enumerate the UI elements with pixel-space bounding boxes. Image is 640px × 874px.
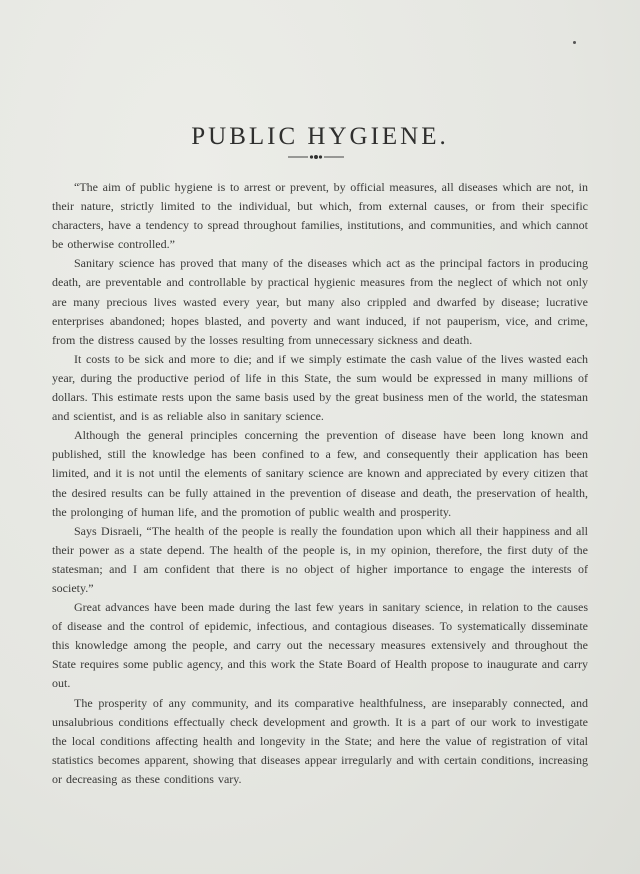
paper-speck bbox=[573, 41, 576, 44]
paragraph-quote-definition: “The aim of public hygiene is to arrest or prevent, by official measures, all diseases which are not, in their nature, strictly limited to the individual, but which, from external causes, or from their specific characters, have a tendency to spread throughout families, institutions, and communities, and which cannot be otherwise controlled.” bbox=[52, 180, 588, 252]
paragraph-disraeli-quote: Says Disraeli, “The health of the people is really the foundation upon which all their happiness and all their power as a state depend. The health of the people is, in my opinion, therefore, the first duty of the statesman; and I am confident that there is no object of higher importance to engage the interests of society.” bbox=[52, 523, 588, 595]
paragraph-sanitary-science: Sanitary science has proved that many of the diseases which act as the principal factors in producing death, are preventable and controllable by practical hygienic measures from the neglect of which not only are many precious lives wasted every year, but many also crippled and dwarfed by disease; lucrative enterprises abandoned; hopes blasted, and poverty and want induced, if not pauperism, vice, and crime, from the distress caused by the losses resulting from unnecessary sickness and death. bbox=[52, 256, 588, 347]
paragraph-general-principles: Although the general principles concerning the prevention of disease have been long known and published, still the knowledge has been confined to a few, and consequently their application has been limited, and it is not until the elements of sanitary science are known and appreciated by every citizen that the desired results can be fully attained in the prevention of disease and death, the preservation of health, the prolonging of human life, and the promotion of public wealth and prosperity. bbox=[52, 428, 588, 519]
paragraph-cost-of-sickness: It costs to be sick and more to die; and if we simply estimate the cash value of the lives wasted each year, during the productive period of life in this State, the sum would be expressed in many millions of dollars. This estimate rests upon the same basis used by the great business men of the world, the statesman and scientist, and is as reliable also in sanitary science. bbox=[52, 351, 588, 424]
paragraph-prosperity: The prosperity of any community, and its comparative healthfulness, are inseparably connected, and unsalubrious conditions effectually check development and growth. It is a part of our work to investigate the local conditions affecting health and longevity in the State; and here the value of registration of vital statistics becomes apparent, showing that diseases appear irregularly and with certain conditions, increasing or decreasing as these conditions vary. bbox=[52, 695, 588, 786]
body-text bbox=[52, 178, 588, 789]
page-title: PUBLIC HYGIENE. bbox=[191, 122, 449, 150]
paragraph-great-advances: Great advances have been made during the last few years in sanitary science, in relation to the causes of disease and the control of epidemic, infectious, and contagious diseases. To systematically disseminate this knowledge among the people, and carry out the necessary measures extensively and throughout the State requires some public agency, and this work the State Board of Health propose to inaugurate and carry out. bbox=[52, 600, 588, 691]
title-ornament bbox=[288, 151, 344, 163]
